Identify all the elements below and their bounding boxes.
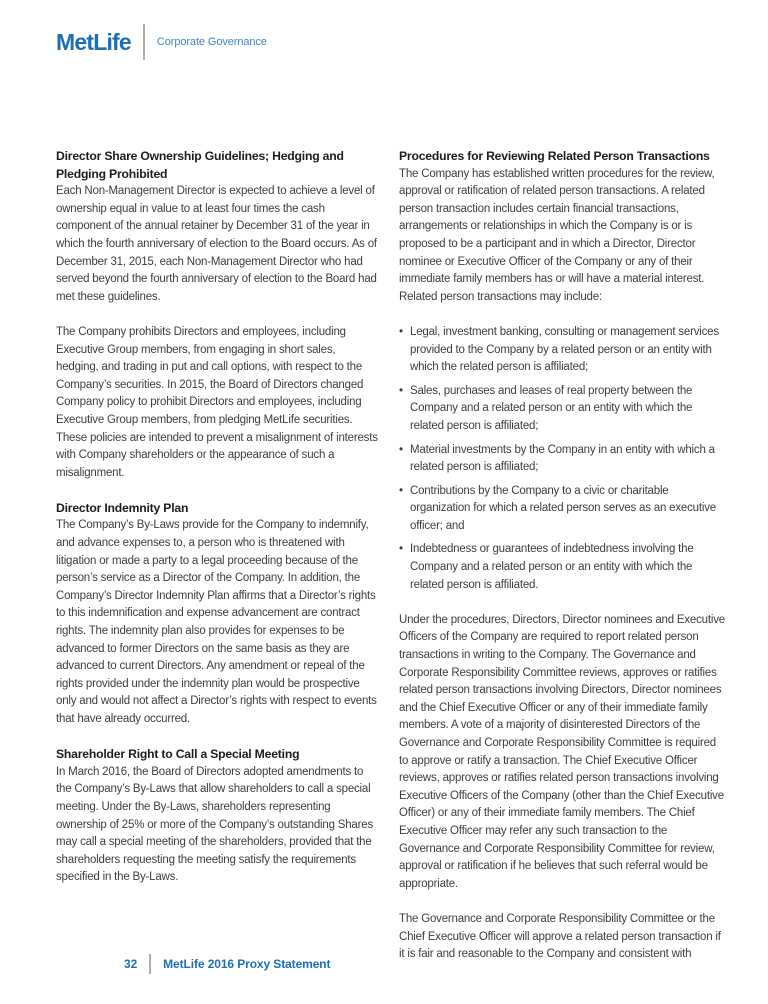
bullet-dot-icon: • bbox=[399, 484, 403, 497]
right-column bbox=[399, 148, 727, 964]
bullet-dot-icon: • bbox=[399, 325, 403, 338]
bullet-list bbox=[399, 324, 727, 594]
page-header bbox=[56, 24, 267, 60]
footer-title: MetLife 2016 Proxy Statement bbox=[163, 957, 331, 971]
footer-divider bbox=[149, 954, 151, 974]
paragraph: The Governance and Corporate Responsibility Committee or the Chief Executive Officer will approve a related person transaction if it is fair and reasonable to the Company and consistent with bbox=[399, 912, 721, 961]
page-content bbox=[56, 148, 727, 964]
bullet-text: Contributions by the Company to a civic or charitable organization for which a related person serves as an executive officer; and bbox=[410, 484, 716, 532]
bullet-dot-icon: • bbox=[399, 443, 403, 456]
paragraph: The Company has established written procedures for the review, approval or ratification of related person transactions. A related person transaction includes certain financial transactions, arrangements or relationships in which the Company is or is proposed to be a participant and in which a Director, Director nominee or Executive Officer of the Company or any of their immediate family members has or will have a material interest. Related person transactions may include: bbox=[399, 167, 715, 303]
section-heading-share-ownership: Director Share Ownership Guidelines; Hedging and Pledging Prohibited bbox=[56, 149, 344, 181]
bullet-item bbox=[399, 483, 727, 536]
paragraph: The Company’s By-Laws provide for the Company to indemnify, and advance expenses to, a person who is threatened with litigation or made a party to a legal proceeding because of the person’s service as a Director of the Company. In addition, the Company’s Director Indemnity Plan affirms that a Director’s rights to this indemnification and expense advancement are contract rights. The indemnity plan also provides for expenses to be advanced to former Directors on the same basis as they are advanced to current Directors. Any amendment or repeal of the rights provided under the indemnity plan would be prospective only and would not affect a Director’s rights with respect to events that have already occurred. bbox=[56, 519, 377, 725]
page-footer bbox=[124, 953, 330, 975]
bullet-text: Legal, investment banking, consulting or management services provided to the Company by a related person or an entity with which the related person is affiliated; bbox=[410, 325, 719, 374]
bullet-dot-icon: • bbox=[399, 543, 403, 556]
section-heading-related-person-transactions: Procedures for Reviewing Related Person Transactions bbox=[399, 149, 710, 163]
header-section-label: Corporate Governance bbox=[156, 36, 267, 48]
section-heading-indemnity-plan: Director Indemnity Plan bbox=[56, 500, 189, 515]
paragraph: In March 2016, the Board of Directors adopted amendments to the Company’s By-Laws that allow shareholders to call a special meeting. Under the By-Laws, shareholders representing ownership of 25% or more of the Company’s outstanding Shares may call a special meeting of the shareholders, provided that the shareholders requesting the meeting satisfy the requirements specified in the By-Laws. bbox=[56, 765, 374, 884]
bullet-item bbox=[399, 383, 727, 436]
paragraph: The Company prohibits Directors and employees, including Executive Group members, from engaging in short sales, hedging, and trading in put and call options, with respect to the Company’s securities. In 2015, the Board of Directors changed Company policy to prohibit Directors and employees, including Executive Group members, from pledging MetLife securities. These policies are intended to prevent a misalignment of interests with Company shareholders or the appearance of such a misalignment. bbox=[56, 325, 378, 479]
header-divider bbox=[143, 24, 145, 60]
paragraph: Under the procedures, Directors, Director nominees and Executive Officers of the Company are required to report related person transactions in writing to the Company. The Governance and Corporate Responsibility Committee reviews, approves or ratifies related person transactions involving Directors, Director nominees and the Chief Executive Officer or any of their immediate family members. A vote of a majority of disinterested Directors of the Governance and Corporate Responsibility Committee is required to approve or ratify a transaction. The Chief Executive Officer reviews, approves or ratifies related person transactions involving Executive Officers of the Company (other than the Chief Executive Officer) or any of their immediate family members. The Chief Executive Officer may refer any such transaction to the Governance and Corporate Responsibility Committee for review, approval or ratification if he believes that such referral would be appropriate. bbox=[399, 613, 725, 890]
bullet-text: Indebtedness or guarantees of indebtedness involving the Company and a related person or an entity with which the related person is affiliated. bbox=[410, 543, 694, 591]
bullet-dot-icon: • bbox=[399, 384, 403, 397]
bullet-text: Material investments by the Company in an entity with which a related person is affiliated; bbox=[410, 443, 715, 474]
bullet-text: Sales, purchases and leases of real property between the Company and a related person or an entity with which the related person is affiliated; bbox=[410, 384, 693, 432]
bullet-item bbox=[399, 541, 727, 594]
page-number: 32 bbox=[124, 957, 138, 971]
metlife-logo: MetLife bbox=[56, 28, 131, 55]
section-heading-special-meeting: Shareholder Right to Call a Special Meeting bbox=[56, 747, 300, 762]
paragraph: Each Non-Management Director is expected to achieve a level of ownership equal in value to at least four times the cash component of the annual retainer by December 31 of the year in which the fourth anniversary of election to the Board occurs. As of December 31, 2015, each Non-Management Director who had served beyond the fourth anniversary of election to the Board had met these guidelines. bbox=[56, 185, 377, 303]
bullet-item bbox=[399, 324, 727, 377]
bullet-item bbox=[399, 442, 727, 477]
left-column bbox=[56, 148, 378, 964]
